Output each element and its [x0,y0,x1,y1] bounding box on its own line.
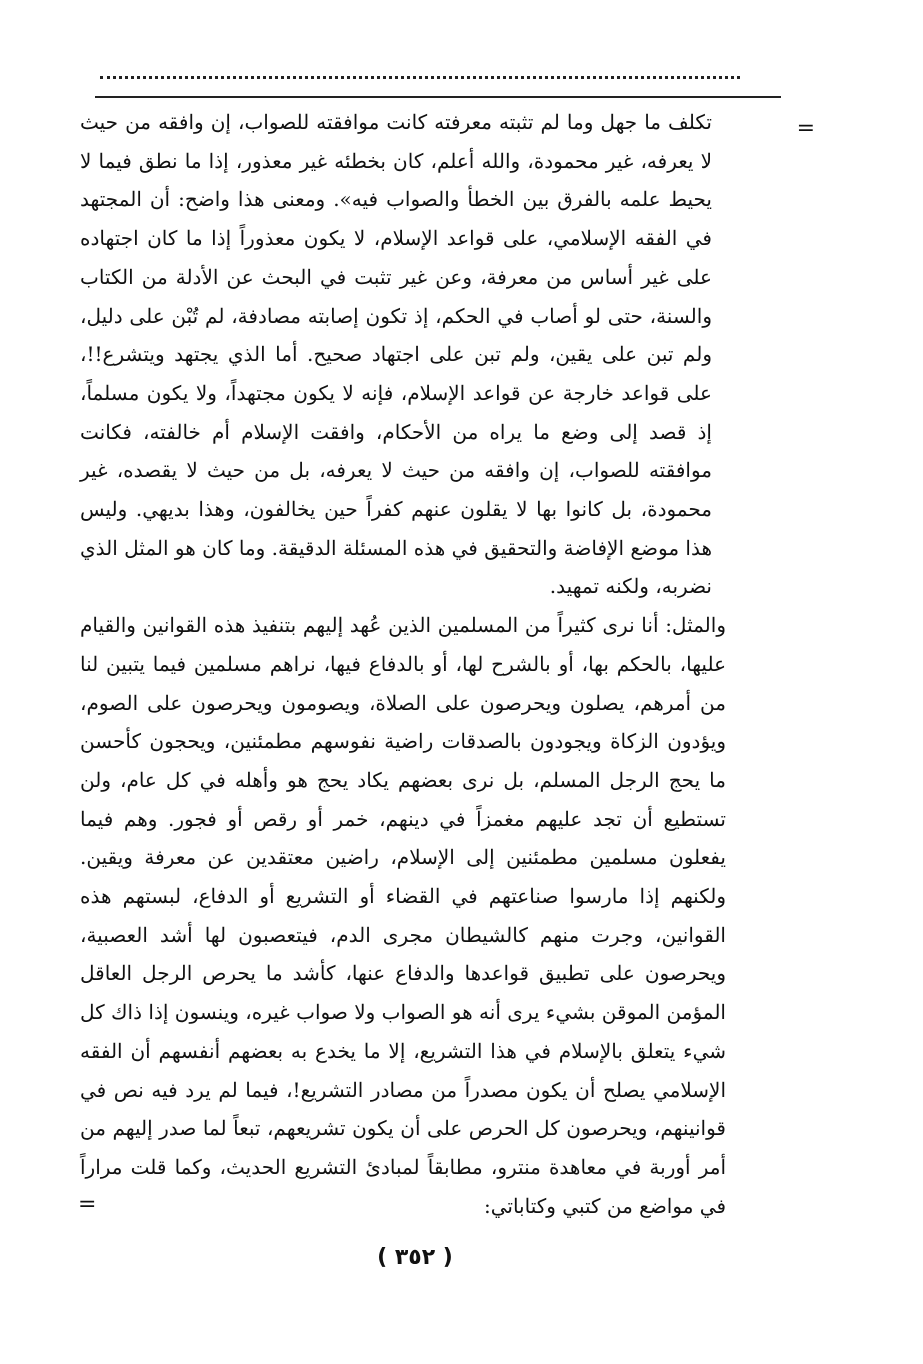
paragraph-2: والمثل: أنا نرى كثيراً من المسلمين الذين عُهد إليهم بتنفيذ هذه القوانين والقيام عليها، بالحكم بها، أو بالشرح لها، أو بالدفاع فيها، نراهم مسلمين فيما يتبين لنا من أمرهم، يصلون ويحرصون على الصلاة، ويصومون ويحرصون على الصوم، ويؤدون الزكاة ويجودون بالصدقات راضية نفوسهم مطمئنين، ويحجون كأحسن ما يحج الرجل المسلم، بل نرى بعضهم يكاد يحج هو وأهله في كل عام، ولن تستطيع أن تجد عليهم مغمزاً في دينهم، خمر أو رقص أو فجور. وهم فيما يفعلون مسلمين مطمئنين إلى الإسلام، راضين معتقدين عن معرفة ويقين. ولكنهم إذا مارسوا صناعتهم في القضاء أو التشريع أو الدفاع، لبستهم هذه القوانين، وجرت منهم كالشيطان مجرى الدم، فيتعصبون لها أشد العصبية، ويحرصون على تطبيق قواعدها والدفاع عنها، كأشد ما يحرص الرجل العاقل المؤمن الموقن بشيء يرى أنه هو الصواب ولا صواب غيره، وينسون إذا ذاك كل شيء يتعلق بالإسلام في هذا التشريع، إلا ما يخدع به بعضهم أنفسهم أن الفقه الإسلامي يصلح أن يكون مصدراً من مصادر التشريع!، فيما لم يرد فيه نص في قوانينهم، ويحرصون كل الحرص على أن يكون تشريعهم، تبعاً لما صدر إليهم من أمر أوربة في معاهدة منترو، مطابقاً لمبادئ التشريع الحديث، وكما قلت مراراً في مواضع من كتبي وكتاباتي: [80,613,726,1218]
footnote-dotted-separator [100,62,740,79]
margin-continuation-mark-bottom: = [78,1192,97,1217]
footnote-rule [95,96,781,98]
paragraph-1: تكلف ما جهل وما لم تثبته معرفته كانت موافقته للصواب، إن وافقه من حيث لا يعرفه، غير محمودة، والله أعلم، كان بخطئه غير معذور، إذا ما نطق فيما لا يحيط علمه بالفرق بين الخطأ والصواب فيه». ومعنى هذا واضح: أن المجتهد في الفقه الإسلامي، على قواعد الإسلام، لا يكون معذوراً إذا ما كان اجتهاده على غير أساس من معرفة، وعن غير تثبت في البحث عن الأدلة من الكتاب والسنة، حتى لو أصاب في الحكم، إذ تكون إصابته مصادفة، لم تُبْن على دليل، ولم تبن على يقين، ولم تبن على اجتهاد صحيح. أما الذي يجتهد ويتشرع!!، على قواعد خارجة عن قواعد الإسلام، فإنه لا يكون مجتهداً، ولا يكون مسلماً، إذ قصد إلى وضع ما يراه من الأحكام، وافقت الإسلام أم خالفته، فكانت موافقته للصواب، إن وافقه من حيث لا يعرفه، بل من حيث لا يقصده، غير محمودة، بل كانوا بها لا يقلون عنهم كفراً حين يخالفون، وهذا بديهي. وليس هذا موضع الإفاضة والتحقيق في هذه المسئلة الدقيقة. وما كان هو المثل الذي نضربه، ولكنه تمهيد. [80,110,712,599]
body-text [80,103,726,1225]
margin-continuation-mark-top: = [796,116,815,141]
page-number: ( ٣٥٢ ) [377,1245,453,1270]
